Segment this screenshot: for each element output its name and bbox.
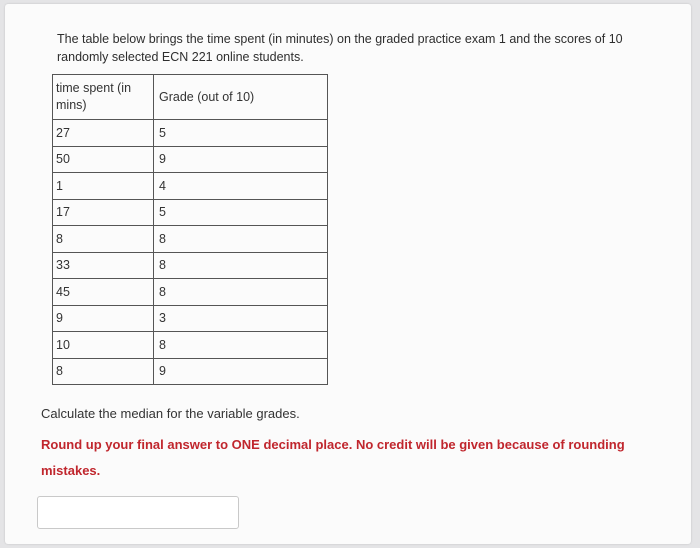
table-row [53,199,328,226]
grade-cell: 8 [154,279,328,306]
instruction-text: Round up your final answer to ONE decimal place. No credit will be given because of rounding mistakes. [41,437,625,478]
table-row [53,305,328,332]
table-row [53,332,328,359]
table-row [53,279,328,306]
question-card [5,4,691,544]
grade-cell: 8 [154,252,328,279]
table-header-row [53,75,328,120]
table-row [53,226,328,253]
grade-cell: 4 [154,173,328,200]
table-row [53,146,328,173]
table-row [53,358,328,385]
table-row [53,173,328,200]
time-cell: 8 [53,226,154,253]
time-cell: 50 [53,146,154,173]
time-cell: 8 [53,358,154,385]
table-row [53,120,328,147]
header-time-spent: time spent (in mins) [53,75,154,120]
grade-cell: 3 [154,305,328,332]
time-cell: 9 [53,305,154,332]
table-row [53,252,328,279]
grade-cell: 8 [154,332,328,359]
time-cell: 1 [53,173,154,200]
answer-input[interactable] [37,496,239,529]
grade-cell: 5 [154,199,328,226]
time-cell: 27 [53,120,154,147]
grade-cell: 8 [154,226,328,253]
header-grade: Grade (out of 10) [154,75,328,120]
time-cell: 10 [53,332,154,359]
grade-cell: 5 [154,120,328,147]
time-cell: 33 [53,252,154,279]
grade-cell: 9 [154,146,328,173]
data-table [52,74,328,385]
time-cell: 17 [53,199,154,226]
time-cell: 45 [53,279,154,306]
grade-cell: 9 [154,358,328,385]
intro-text: The table below brings the time spent (in minutes) on the graded practice exam 1 and the scores of 10 randomly selected ECN 221 online students. [57,32,623,64]
question-text: Calculate the median for the variable grades. [41,406,300,421]
